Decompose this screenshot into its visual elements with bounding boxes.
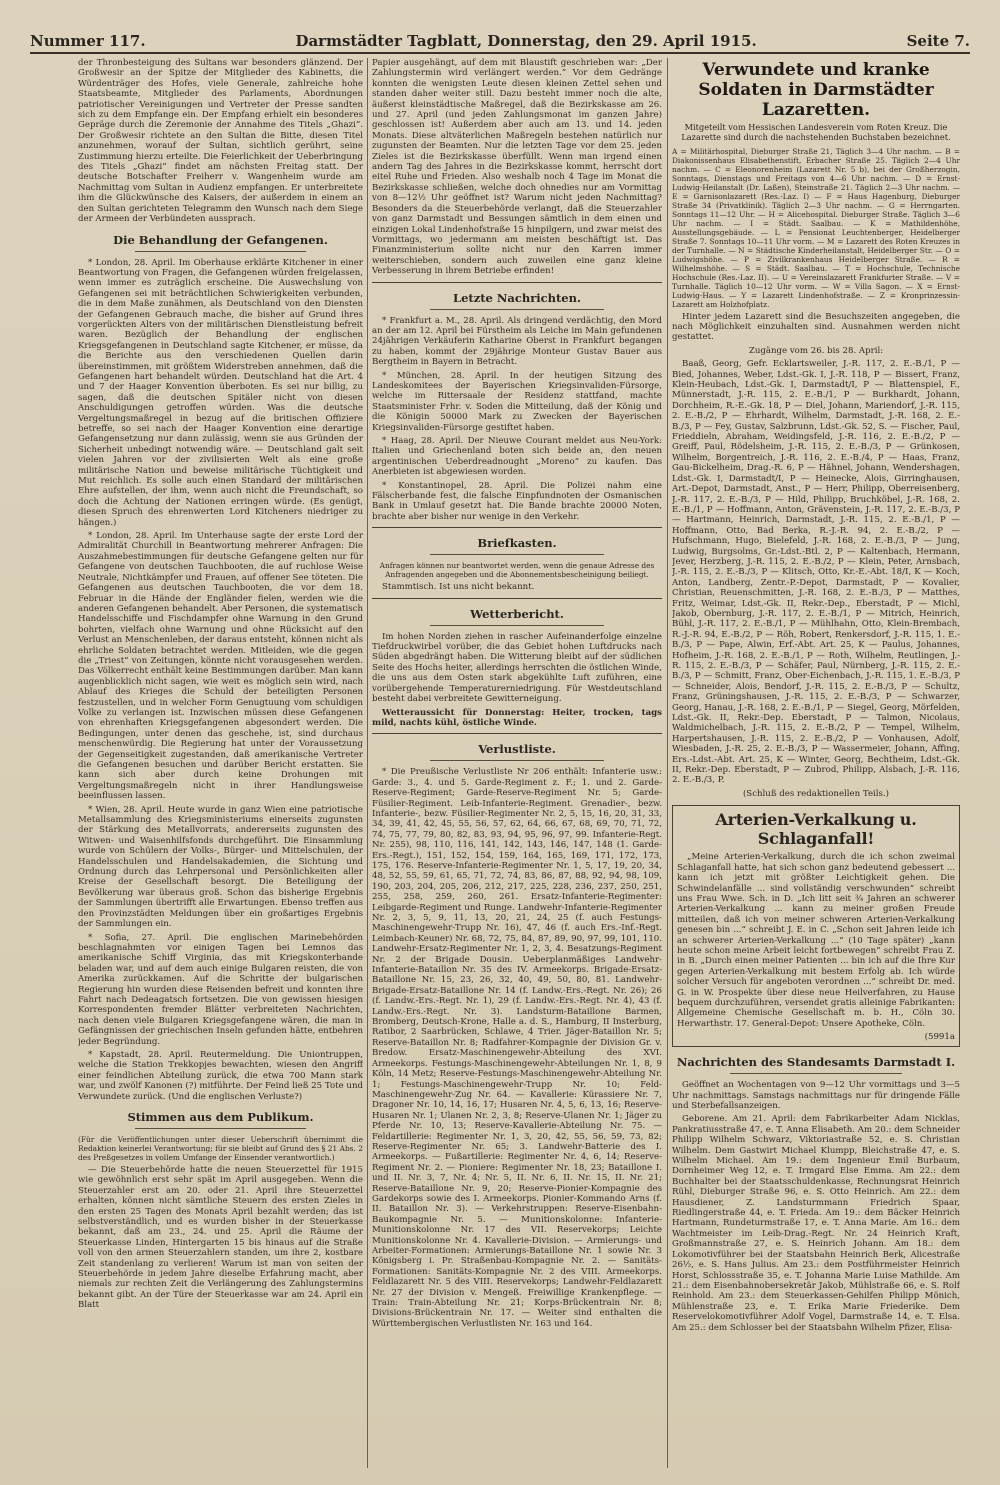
admissions-heading: Zugänge vom 26. bis 28. April:	[748, 345, 884, 356]
weather-report: Im hohen Norden ziehen in rascher Aufeinanderfolge einzelne Tiefdruckwirbel vorüber, die das Gebiet hohen Luftdrucks nach Süden abgedrängt haben. Die Witterung bleibt auf der südlichen Seite des Hochs heiter, allerdings herrschten die östlichen Winde, die uns aus dem Osten stark abgekühlte Luft zuführen, eine vorübergehende Temperaturerniedrigung. Für Westdeutschland besteht dabei verbreitete Gewitterneigung.	[372, 631, 662, 705]
section-heading-latest-news: Letzte Nachrichten.	[372, 291, 662, 310]
article-capetown: * Kapstadt, 28. April. Reutermeldung. Die Uniontruppen, welche die Station Trekkopjes bewachten, wiesen den Angriff einer feindlichen Abteilung zurück, die etwa 700 Mann stark war, und zwölf Kanonen (?) mitführte. Der Feind ließ 25 Tote und Verwundete zurück. (Und die englischen Verluste?)	[78, 1049, 363, 1102]
newspaper-dateline: Darmstädter Tagblatt, Donnerstag, den 29. April 1915.	[295, 32, 757, 50]
section-rule	[372, 282, 662, 283]
advertisement-arteriosclerosis	[672, 805, 960, 1047]
hospital-visiting-note: Hinter jedem Lazarett sind die Besuchszeiten angegeben, die nach Möglichkeit einzuhalten sind. Ausnahmen werden nicht gestattet.	[672, 311, 960, 343]
hospital-legend: A = Militärhospital, Dieburger Straße 21, Täglich 3—4 Uhr nachm. — B = Diakonissenhaus Elisabethenstift, Erbacher Straße 25. Täglich 2—4 Uhr nachm. — C = Eleonorenheim (Lazarett Nr. 5 b), bei der Großherzogin, Sonntags, Dienstags und Freitags von 4—6 Uhr nachm. — D = Ernst-Ludwig-Heilanstalt (Dr. Laßen), Steinstraße 21. Täglich 2—3 Uhr nachm. — E = Garnisonlazarett (Res.-Laz. I) — F = Haus Hagenburg, Dieburger Straße 34 (Privatklinik). Täglich 2—3 Uhr nachm. — G = Herrngarten. Sonntags 11—12 Uhr. — H = Alicehospital. Dieburger Straße. Täglich 3—6 Uhr nachm. — I = Städt. Saalbau. — K = Mathildenhöhe, Ausstellungsgebäude. — L = Pensionat Leuchtenberger, Heidelberger Straße 7. Sonntags 10—11 Uhr vorm. — M = Lazarett des Roten Kreuzes in der Turnhalle. — N = Städtische Kinderheilanstalt, Heidelberger Str. — O = Ludwigshöhe. — P = Zivilkrankenhaus Heidelberger Straße. — R = Wilhelmshöhe. — S = Städt. Saalbau. — T = Hochschule, Technische Hochschule (Res.-Laz. II). — U = Vereinslazarett Frankfurter Straße. — V = Turnhalle. Täglich 10—12 Uhr vorm. — W = Villa Sagon. — X = Ernst-Ludwig-Haus. — Y = Lazarett Lindenhofstraße. — Z = Kronprinzessin-Lazarett am Holzhofplatz.	[672, 146, 960, 309]
section-rule	[372, 598, 662, 599]
casualty-list-text: * Die Preußische Verlustliste Nr 206 enthält: Infanterie usw.: Garde: 3., 4. und 5. Garde-Regiment z. F.; 1. und 2. Garde-Reserve-Regiment; Garde-Reserve-Regiment Nr. 5; Garde-Füsilier-Regiment. Leib-Infanterie-Regiment. Grenadier-, bezw. Infanterie-, bezw. Füsilier-Regimenter Nr. 2, 5, 15, 16, 20, 31, 33, 34, 39, 41, 42, 45, 55, 56, 57, 62, 64, 66, 67, 68, 69, 70, 71, 72, 74, 75, 77, 79, 80, 82, 83, 93, 94, 95, 96, 97, 99. Infanterie-Regt. Nr. 255), 98, 110, 116, 141, 142, 143, 146, 147, 148 (1. Garde-Ers.-Regt.), 151, 152, 154, 159, 164, 165, 169, 171, 172, 173, 175, 176. Reserve-Infanterie-Regimenter Nr. 1, 5, 17, 19, 20, 34, 48, 52, 55, 59, 61, 65, 71, 72, 74, 83, 86, 87, 88, 92, 94, 98, 109, 190, 203, 204, 205, 206, 212, 217, 225, 228, 236, 237, 250, 251, 255, 258, 259, 260, 261. Ersatz-Infanterie-Regimenter: Leibgarde-Regiment und Runge. Landwehr-Infanterie-Regimenter Nr. 2, 3, 5, 9, 11, 13, 20, 21, 24, 25 (f. auch Festungs-Maschinengewehr-Trupp Nr. 16), 47, 46 (f. auch Ers.-Inf.-Regt. Leimbach-Keuner) Nr. 68, 72, 75, 84, 87, 89, 90, 97, 99, 101, 110. Landwehr-Ersatz-Regimenter Nr. 1, 2, 3, 4. Besatzungs-Regiment Nr. 2 der Brigade Dousin. Ueberplanmäßiges Landwehr-Infanterie-Bataillon Nr. 35 des IV. Armeekorps. Brigade-Ersatz-Bataillone Nr. 15, 23, 26, 32, 40, 49, 50, 80, 81. Landwehr-Brigade-Ersatz-Bataillone Nr. 14 (f. Landw.-Ers.-Regt. Nr. 26); 26 (f. Landw.-Ers.-Regt. Nr. 1), 29 (f. Landw.-Ers.-Regt. Nr. 4), 43 (f. Landw.-Ers.-Regt. Nr. 3). Landsturm-Bataillone Barmen, Bromberg, Deutsch-Krone, Halle a. d. S., Hamburg, II Insterburg, Ratibor, 2 Saarbrücken, Schlawe, 4 Trier. Jäger-Bataillon Nr. 5; Reserve-Bataillon Nr. 8; Radfahrer-Kompagnie der Division Gr. v. Bredow. Ersatz-Maschinengewehr-Abteilung des XVI. Armeekorps. Festungs-Maschinengewehr-Abteilungen Nr. 1, 8, 9 Köln, 14 Metz; Reserve-Festungs-Maschinengewehr-Abteilung Nr. 1; Festungs-Maschinengewehr-Trupp Nr. 10; Feld-Maschinengewehr-Zug Nr. 64. — Kavallerie: Kürassiere Nr. 7, Dragoner Nr. 10, 14, 16, 17; Husaren Nr. 4, 5, 6, 13, 16; Reserve-Husaren Nr. 1; Ulanen Nr. 2, 3, 8; Reserve-Ulanen Nr. 1; Jäger zu Pferde Nr. 10, 13; Reserve-Kavallerie-Abteilung Nr. 75. — Feldartillerie: Regimenter Nr. 1, 3, 20, 42, 55, 56, 59, 73, 82; Reserve-Regimenter Nr. 65; 3. Landwehr-Batterie des I. Armeekorps. — Fußartillerie: Regimenter Nr. 4, 6, 14; Reserve-Regiment Nr. 2. — Pioniere: Regimenter Nr. 18, 23; Bataillone I. und II. Nr. 3, 7, Nr. 4; Nr. 5, II. Nr. 6, II. Nr. 15, II. Nr. 21; Reserve-Bataillone Nr. 9, 20; Reserve-Pionier-Kompagnie des Gardekorps sowie des I. Armeekorps. Pionier-Kommando Arns (f. II. Bataillon Nr. 3). — Verkehrstruppen: Reserve-Eisenbahn-Baukompagnie Nr. 5. — Munitionskolonne: Infanterie-Munitionskolonne Nr. 17 des VII. Reservekorps; Leichte Munitionskolonne Nr. 4. Kavallerie-Division. — Armierungs- und Arbeiter-Formationen: Armierungs-Bataillone Nr. 1 sowie Nr. 3 Königsberg i. Pr. Straßenbau-Kompagnie Nr. 2. — Sanitäts-Formationen: Sanitäts-Kompagnie Nr. 2 des VIII. Armeekorps. Feldlazarett Nr. 5 des VIII. Reservekorps; Landwehr-Feldlazarett Nr. 27 der Division v. Mengeß. Freiwillige Krankenpflege. — Train: Train-Abteilung Nr. 21; Korps-Brückentrain Nr. 8; Divisions-Brückentrain Nr. 17. — Weiter sind enthalten die Württembergischen Verlustlisten Nr. 163 und 164.	[372, 767, 662, 1329]
section-rule	[372, 527, 662, 528]
article-london-churchill: * London, 28. April. Im Unterhause sagte der erste Lord der Admiralität Churchill in Beantwortung mehrerer Anfragen: Die Auszahmebestimmungen für deutsche Gefangene gelten nur für Gefangene von deutschen Tauchbooten, die auf ruchlose Weise Neutrale, Nichtkämpfer und Frauen, auf offener See töteten. Die Gefangenen aus deutschen Tauchbooten, die vor dem 18. Februar in die Hände der Engländer fielen, werden wie die anderen Gefangenen behandelt. Aber Personen, die systematisch Handelsschiffe und Fischdampfer ohne Warnung in den Grund bohrten, vielfach ohne Warnung und ohne Rücksicht auf den Verlust an Menschenleben, der daraus entsteht, können nicht als ehrliche Soldaten betrachtet werden. Mitleiden, wie die gegen die „Triest“ von Zeitungen, könnte nicht vorausgesehen werden. Das Völkerrecht enthält keine Bestimmungen darüber. Man kann augenblicklich nicht sagen, wie weit es möglich sein wird, nach Ablauf des Krieges die Schuld der beteiligten Personen festzustellen, und in welcher Form Genugtuung vom schuldigen Volke zu verlangen ist. Inzwischen müssen diese Gefangenen von ehrenhaften Kriegsgefangenen abgesondert werden. Die Bedingungen, unter denen das geschehe, ist, sind durchaus menschenwürdig. Die Regierung hat unter der Voraussetzung der Gegenseitigkeit zugestanden, daß amerikanische Vertreter die Gefangenen besuchen und darüber Bericht erstatten. Sie kann sich aber durch keine Drohungen mit Vergeltungsmaßregeln nicht in ihrer Handlungsweise beeinflussen lassen.	[78, 531, 363, 802]
section-heading-public-voices: Stimmen aus dem Publikum.	[78, 1110, 363, 1129]
admissions-list: Baaß, Georg, Gefr. Ecklartsweiler, J.-R. 117, 2. E.-B./1, P — Bied, Johannes, Weber, Ldst.-Gk. I, J.-R. 118, P — Bissert, Franz, Klein-Heubach, Ldst.-Gk. I, Darmstadt/I, P — Blattenspiel, F., Münnerstadt, J.-R. 115, 2. E.-B./1, P — Burkhardt, Johann, Dorchheim, R.-E.-Gk. 18, P — Diel, Johann, Mariendorf, J.-R. 115, 2. E.-B./2, P — Ehrhardt, Wilhelm, Darmstadt, J.-R. 168, 2. E.-B./3, P — Fey, Gustav, Salzbrunn, Ldst.-Gk. 52, S. — Fischer, Paul, Frieddieln, Abraham, Weidingsfeld, J.-R. 116, 2. E.-B./2, P — Greiff, Paul, Rödelsheim, J.-R. 115, 2. E.-B./3, P — Grünkosen, Wilhelm, Borgentreich, J.-R. 116, 2. E.-B./4, P — Haas, Franz, Gau-Bickelheim, Drag.-R. 6, P — Hähnel, Johann, Wendershagen, Ldst.-Gk. I, Darmstadt/I, P — Heinecke, Alois, Girringhausen, Art.-Depot, Darmstadt, Anst., P — Herr, Philipp, Oberreisenberg, J.-R. 117, 2. E.-B./3, P — Hild, Philipp, Bruchköbel, J.-R. 168, 2. E.-B./1, P — Hoffmann, Anton, Grävenstein, J.-R. 117, 2. E.-B./3, P — Hartmann, Heinrich, Darmstadt, J.-R. 115, 2. E.-B./1, P — Hoffmann, Otto, Bad Berka, R.-J.-R. 94, 2. E.-B./2, P — Hufschmann, Hugo, Bielefeld, J.-R. 168, 2. E.-B./3, P — Jung, Ludwig, Burgsolms, Gr.-Ldst.-Btl. 2, P — Kaltenbach, Hermann, Jever, Herzberg, J.-R. 115, 2. E.-B./2, P — Klein, Peter, Arnsbach, J.-R. 115, 2. E.-B./3, P — Klitsch, Otto, Kr.-E.-Abt. 18/I, K — Koch, Anton, Landberg, Zentr.-P.-Depot, Darmstadt, P — Kovalier, Christian, Reuenschmitten, J.-R. 168, 2. E.-B./3, P — Matthes, Fritz, Weimar, Ldst.-Gk. II, Rekr.-Dep., Eberstadt, P — Michl, Jakob, Obernburg, J.-R. 117, 2. E.-B./1, P — Mitrich, Heinrich, Bühl, J.-R. 117, 2. E.-B./1, P — Mühlhahn, Otto, Klein-Brembach, R.-J.-R. 94, E.-B./2, P — Röh, Robert, Renkersdorf, J.-R. 115, 1. E.-B./3, P — Pape, Alwin, Erf.-Abt. Art. 25, K — Paulus, Johannes, Hofheim, J.-R. 168, 2. E.-B./1, P — Roth, Wilhelm, Reutlingen, J.-R. 115, 2. E.-B./3, P — Schäfer, Paul, Nürnberg, J.-R. 115, 2. E.-B./3, P — Schmitt, Franz, Ober-Eichenbach, J.-R. 115, 1. E.-B./3, P — Schneider, Alois, Bendorf, J.-R. 115, 2. E.-B./3, P — Schultz, Franz, Grüningshausen, J.-R. 115, 2. E.-B./3, P — Schwarzer, Georg, Hanau, J.-R. 168, 2. E.-B./1, P — Siegel, Georg, Mörfelden, Ldst.-Gk. II, Rekr.-Dep. Eberstadt, P — Talmon, Nicolaus, Waldmichelbach, J.-R. 115, 2. E.-B./2, P — Tempel, Wilhelm, Harpertshausen, J.-R. 115, 2. E.-B./2, P — Vonhausen, Adolf, Wiesbaden, J.-R. 25, 2. E.-B./3, P — Wassermeier, Johann, Affing, Ers.-Ldst.-Abt. Art. 25, K — Winter, Georg, Bechtheim, Ldst.-Gk. II, Rekr.-Dep. Eberstadt, P — Zubrod, Philipp, Alsbach, J.-R. 116, 2. E.-B./3, P.	[672, 359, 960, 786]
issue-number: Nummer 117.	[30, 32, 146, 50]
page-number: Seite 7.	[906, 32, 970, 50]
ad-headline: Arterien-Verkalkung u. Schlaganfall!	[715, 810, 917, 849]
end-of-editorial-note: (Schluß des redaktionellen Teils.)	[742, 788, 890, 799]
section-heading-casualty-list: Verlustliste.	[372, 742, 662, 761]
column-2	[372, 58, 662, 1478]
masthead	[30, 28, 970, 50]
article-continuation: der Thronbesteigung des Sultans war besonders glänzend. Der Großwesir an der Spitze der Mitglieder des Kabinetts, die Würdenträger des Hofes, viele Generale, zahlreiche hohe Staatsbeamte, Mitglieder des Parlaments, Abordnungen patriotischer Vereinigungen und Vertreter der Presse sandten sich zu dem Empfange ein. Der Empfang erhielt ein besonderes Gepräge durch die Zeremonie der Annahme des Titels „Ghazi“. Der Großwesir richtete an den Sultan die Bitte, diesen Titel anzunehmen, worauf der Sultan, sichtlich gerührt, seine Zustimmung hierzu erteilte. Die Feierlichkeit der Ueberbringung des Titels „Ghazi“ findet am nächsten Freitag statt. Der deutsche Botschafter Freiherr v. Wangenheim wurde am Nachmittag vom Sultan in Audienz empfangen. Er unterbreitete ihm die Glückwünsche des Kaisers, der außerdem in einem an den Sultan gerichteten Telegramm den Wunsch nach dem Siege der Armeen der Verbündeten aussprach.	[78, 58, 363, 225]
section-heading-registry: Nachrichten des Standesamts Darmstadt I.	[672, 1055, 960, 1074]
weather-forecast: Wetteraussicht für Donnerstag: Heiter, trocken, tags mild, nachts kühl, östliche Winde.	[372, 707, 662, 728]
column-1	[78, 58, 363, 1478]
letter-tax-office: — Die Steuerbehörde hatte die neuen Steuerzettel für 1915 wie gewöhnlich erst sehr spät im April ausgegeben. Wenn die Steuerzahler erst am 20. oder 21. April ihre Steuerzettel erhalten, können nicht sämtliche Steuern des ersten Zieles in den ersten 25 Tagen des Monats April bezahlt werden; das ist selbstverständlich, und es wurden bisher in der Steuerkasse bekannt, daß am 23., 24. und 25. April die Räume der Steuerkasse Linden, Hintergarten 15 bis hinaus auf die Straße voll von den armen Steuerzahlern standen, um ihre 2, kostbare Zeit standenlang zu verlieren! Warum ist man von seiten der Steuerbehörde in jedem Jahre dieselbe Erfahrung macht, aber niemals zur rechten Zeit die Verlängerung des Zahlungstermins bekannt gibt. An der Türe der Steuerkasse war am 24. April ein Blatt	[78, 1165, 363, 1311]
letter-continuation: Papier ausgehängt, auf dem mit Blaustift geschrieben war: „Der Zahlungstermin wird verlängert werden.“ Vor dem Gedränge konnten die wenigsten Leute diesen kleinen Zettel sehen und standen daher weiter still. Dazu besteht immer noch die alte, äußerst kleinstädtische Maßregel, daß die Bezirkskasse am 26. und 27. April (und jeden Zahlungsmonat im ganzen Jahre) geschlossen ist! Außerdem aber auch am 13. und 14. jeden Monats. Diese altväterlichen Maßregeln bestehen natürlich nur zugunsten der Beamten. Nur die letzten Tage vor dem 25. jeden Zieles ist die Bezirkskasse überfüllt. Wenn man irgend einen andern Tag des Jahres in die Bezirkskasse kommt, herrscht dort eitel Ruhe und Frieden. Also weshalb noch 4 Tage im Monat die Bezirkskasse schließen, welche doch ohnedies nur am Vormittag von 8—12½ Uhr geöffnet ist? Warum nicht jeden Nachmittag? Besonders da die Steuerbehörde verlangt, daß die Steuerzahler von ganz Darmstadt und Bessungen sämtlich in dem einen und einzigen Lokal Lindenhofstraße 15 hinpilgern, und zwar meist des Vormittags, wo jedermann am meisten beschäftigt ist. Das Finanzministerium sollte nicht nur den Karren immer weiterschieben, sondern auch zuweilen eine ganz kleine Verbesserung in ihrem Betriebe erfinden!	[372, 58, 662, 277]
hospital-list-title: Verwundete und kranke Soldaten in Darmstädter Lazaretten.	[698, 60, 934, 120]
ad-body: „Meine Arterien-Verkalkung, durch die ich schon zweimal Schlaganfall hatte, hat sich schon ganz bedeutend gebessert ... kann ich jetzt mit größter Leichtigkeit gehen. Die Schwindelanfälle ... sind vollständig verschwunden“ schreibt uns Frau Wwe. Sch. in D. „Ich litt seit ¾ Jahren an schwerer Arterien-Verkalkung ... kann zu meiner großen Freude mitteilen, daß ich von meiner schweren Arterien-Verkalkung genesen bin ...“ schreibt J. E. in C. „Schon seit Jahren leide ich an schwerer Arterien-Verkalkung ...“ (10 Tage später) „kann heute schon meine Arbeit leicht fortbewegen“ schreibt Frau Z. in B. „Durch einen meiner Patienten ... bin ich auf die Ihre Kur gegen Arterien-Verkalkung mit bestem Erfolg ab. Ich würde solcher Versuch für angeboten verordnen ...“ schreibt Dr. med. G. in W. Prospekte über diese neue Heilverfahren, zu Hause bequem durchzuführen, versendet gratis alleinige Fabrikanten: Allgemeine Chemische Gesellschaft m. b. H., Cöln 30. Herwarthstr. 17. General-Depot: Unsere Apotheke, Cöln.	[677, 852, 955, 1029]
masthead-rule	[30, 52, 970, 54]
article-sofia: * Sofia, 27. April. Die englischen Marinebehörden beschlagnahmten vor einigen Tagen bei Lemnos das amerikanische Schiff Virginia, das mit Kriegskonterbande beladen war, und auf dem auch einige Bulgaren reisten, die von Amerika zurückkamen. Auf die Schritte der bulgarischen Regierung hin wurden diese Reisenden befreit und konnten ihre Fahrt nach Dedeagatsch fortsetzen. Die von gewissen hiesigen Korrespondenten fremder Blätter verbreiteten Nachrichten, nach denen viele Bulgaren Kriegsgefangene wären, die man in Gefängnissen der griechischen Inseln gefunden hätte, entbehren jeder Begründung.	[78, 932, 363, 1047]
section-rule	[372, 733, 662, 734]
letterbox-note: Anfragen können nur beantwortet werden, wenn die genaue Adresse des Anfragenden angegeben und die Abonnementsbescheinigung beiliegt.	[379, 561, 655, 580]
news-munich: * München, 28. April. In der heutigen Sitzung des Landeskomitees der Bayerischen Kriegsinvaliden-Fürsorge, welche im Rittersaale der Residenz stattfand, machte Staatsminister Frhr. v. Soden die Mitteilung, daß der König und die Königin 50000 Mark zu Zwecken der Bayerischen Kriegsinvaliden-Fürsorge gestiftet haben.	[372, 370, 662, 433]
section-heading-weather: Wetterbericht.	[372, 607, 662, 626]
column-divider	[667, 58, 668, 1468]
news-frankfurt: * Frankfurt a. M., 28. April. Als dringend verdächtig, den Mord an der am 12. April bei Fürstheim als Leiche im Main gefundenen 24jährigen Verkäuferin Katharine Oberst in Frankfurt begangen zu haben, kommt der 29jährige Monteur Gustav Bauer aus Bergtheim in Bayern in Betracht.	[372, 315, 662, 368]
letterbox-answer: Stammtisch. Ist uns nicht bekannt.	[382, 582, 535, 593]
registry-hours: Geöffnet an Wochentagen von 9—12 Uhr vormittags und 3—5 Uhr nachmittags. Samstags nachmittags nur für dringende Fälle und Sterbefallsanzeigen.	[672, 1080, 960, 1111]
news-constantinople: * Konstantinopel, 28. April. Die Polizei nahm eine Fälscherbande fest, die falsche Einpfundnoten der Osmanischen Bank in Umlauf gesetzt hat. Die Bande brachte 20000 Noten, brachte aber bisher nur wenige in den Verkehr.	[372, 480, 662, 522]
registry-births: Geborene. Am 21. April: dem Fabrikarbeiter Adam Nicklas, Pankratiusstraße 47, e. T. Anna Elisabeth. Am 20.: dem Schneider Philipp Wilhelm Schwarz, Viktoriastraße 52, e. S. Christian Wilhelm. Dem Gastwirt Michael Klumpp, Bleichstraße 47, e. S. Wilhelm Michael. Am 19.: dem Ingenieur Emil Burbaum, Dornheimer Weg 12, e. T. Irmgard Else Emma. Am 22.: dem Buchhalter bei der Staatsschuldenkasse, Rechnungsrat Heinrich Rühl, Dieburger Straße 96, e. S. Otto Heinrich. Am 22.: dem Hausdiener, Z. Landsturmmann Friedrich Spaar, Riedlingerstraße 44, e. T. Frieda. Am 19.: dem Bäcker Heinrich Hartmann, Rundeturmstraße 17, e. T. Anna Marie. Am 16.: dem Wachtmeister im Leib-Drag.-Regt. Nr. 24 Heinrich Kraft, Großmannstraße 27, e. S. Heinrich Johann. Am 18.: dem Lokomotivführer bei der Staatsbahn Heinrich Berk, Alicestraße 26½, e. S. Hans Julius. Am 23.: dem Postführmeister Heinrich Horst, Schlossstraße 35, e. T. Johanna Marie Luise Mathilde. Am 21.: dem Eisenbahnobersekretär Jakob, Mühlstraße 66, e. S. Rolf Reinhold. Am 23.: dem Steuerkassen-Gehilfen Philipp Mönich, Mühlenstraße 23, e. T. Erika Marie Friederike. Dem Reservelokomotivführer Adolf Vogel, Darmstraße 14, e. T. Elsa. Am 25.: dem Schlosser bei der Staatsbahn Wilhelm Pfizer, Elisa-	[672, 1114, 960, 1333]
editorial-disclaimer: (Für die Veröffentlichungen unter dieser Ueberschrift übernimmt die Redaktion keinerlei Verantwortung; für sie bleibt auf Grund des § 21 Abs. 2 des Preßgesetzes in vollem Umfange der Einsender verantwortlich.)	[78, 1135, 363, 1162]
section-heading-prisoners: Die Behandlung der Gefangenen.	[78, 233, 363, 252]
column-divider	[367, 58, 368, 1468]
ad-code: (5991a	[924, 1032, 955, 1043]
article-vienna: * Wien, 28. April. Heute wurde in ganz Wien eine patriotische Metallsammlung des Kriegsministeriums einerseits zugunsten der Stärkung des Metallvorrats, andererseits zugunsten des Witwen- und Waisenhilfsfonds durchgeführt. Die Einsammlung wurde von Schülern der Volks-, Bürger- und Mittelschulen, der Handelsschulen und Handelsakademien, die Sichtung und Ordnung durch das Lehrpersonal und Persönlichkeiten aller Kreise der Gesellschaft besorgt. Die Beteiligung der Bevölkerung war überaus groß. Schon das bisherige Ergebnis der Sammlungen übertrifft alle Erwartungen. Ebenso treffen aus den Provinzstädten Meldungen über ein großartiges Ergebnis der Sammlungen ein.	[78, 804, 363, 930]
column-3	[672, 58, 960, 1478]
section-heading-letterbox: Briefkasten.	[372, 536, 662, 555]
hospital-list-subtitle: Mitgeteilt vom Hessischen Landesverein vom Roten Kreuz. Die Lazarette sind durch die nachstehenden Buchstaben bezeichnet.	[681, 122, 951, 142]
article-london-kitchener: * London, 28. April. Im Oberhause erklärte Kitchener in einer Beantwortung von Fragen, die Gefangenen würden freigelassen, wenn immer es zuträglich erscheine. Die Auswechslung von Gefangenen sei mit beträchtlichen Schwierigkeiten verbunden, die in dem Maße zunähmen, als Deutschland von den Diensten der Gefangenen Gebrauch mache, die bisher auf Grund ihres vorgerückten Alters von der militärischen Dienstleistung befreit waren. Bezüglich der Behandlung der englischen Kriegsgefangenen in Deutschland sagte Kitchener, er müsse, da die Berichte aus den verschiedenen Quellen darin übereinstimmen, mit größtem Widerstreben annehmen, daß die Gefangenen hart behandelt würden. Deutschland hat die Art. 4 und 7 der Haager Konvention überboten. Es sei nur billig, zu sagen, daß die deutschen Spitäler nicht von diesen Anschuldigungen getroffen würden. Was die deutsche Vergeltungsmaßregel in bezug auf die britischen Offiziere betreffe, so sei nach der Haager Konvention eine derartige Gefangensetzung nur dann zulässig, wenn sie aus Gründen der Sicherheit unbedingt notwendig wäre. — Deutschland galt seit vielen Jahren vor der zivilisierten Welt als eine große militärische Nation und beweise militärische Tüchtigkeit und Mut reichlich. Es solle auch einen Standard der militärischen Ehre aufstellen, der ihm, wenn auch nicht die Freundschaft, so doch die Achtung der Nationen erringen würde. (Es genügt, diesen Spruch des ehrenwerten Lord Kitcheners niedriger zu hängen.)	[78, 257, 363, 528]
news-hague: * Haag, 28. April. Der Nieuwe Courant meldet aus Neu-York: Italien und Griechenland boten sich beide an, den neuen argentinischen Ueberdreadnought „Moreno“ zu kaufen. Das Anerbieten ist abgewiesen worden.	[372, 436, 662, 478]
